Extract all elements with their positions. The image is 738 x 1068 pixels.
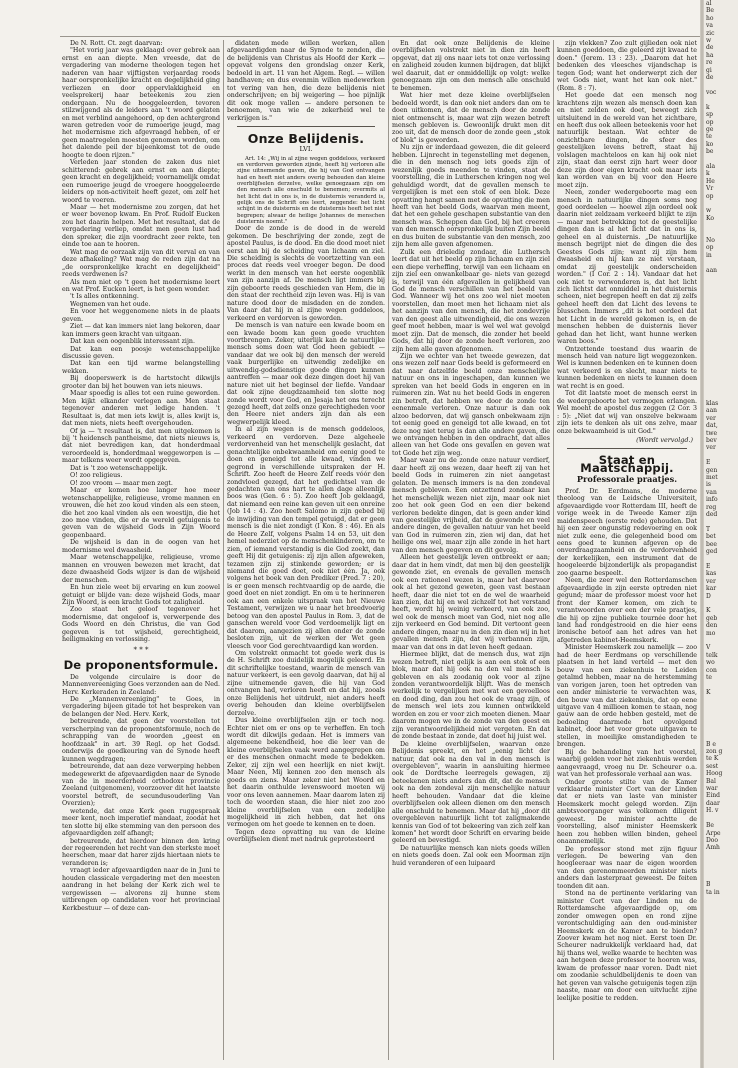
adjacent-page-fragment — [704, 696, 738, 703]
paragraph: Prof. Dr. Eerdmans, de moderne theoloog van de Leidsche Universiteit, afgevaardigde voor Rotterdam III, heeft de vorige week in de Tweede Kamer zijn maidenspeech (eerste rede) gehouden. Dat hij een zeer ongunstig redevoering en ook niet zulk eene, die gelegenheid bood om eens goed te kunnen afgeven op de onverdraagzaamheid en de verdorvenheid der kerkelijken, een instrument dat de hoogeleerde bijzonderlijk als propagandist zoo gaarne bespeelt. — [557, 487, 697, 577]
adjacent-page-fragment — [704, 378, 738, 385]
paragraph: betreurende, dat aan deze verwerping hebben medegewerkt de afgevaardigden naar de Synode van de in meerderheid orthodoxe provincie Zeeland (uitgenomen), voorzoover dit het laatste voorstel betreft, de secundusouderling Van Overzien); — [62, 763, 220, 808]
adjacent-page-fragment — [704, 370, 738, 377]
adjacent-page-fragment: ko — [706, 140, 714, 148]
adjacent-page-fragment: T — [706, 525, 711, 533]
adjacent-page-fragment: kar — [706, 585, 717, 593]
paragraph: Tot dit laatste moet de mensch eerst in de wedergeboorte het vermogen erlangen. Wel moeht de apostel dus zeggen (2 Cor. 3 : 5): „Niet dat wij van onszelve bekwaam zijn iets te denken als uit ons zelve, maar onze bekwaamheid is uit God." — [557, 390, 697, 435]
adjacent-page-fragment — [704, 356, 738, 363]
adjacent-page-fragment: voc — [706, 88, 717, 96]
article-heading: Onze Belijdenis. — [247, 130, 365, 146]
adjacent-page-fragment: twe — [706, 429, 718, 437]
paragraph: Dat kan een oogenblik interessant zijn. — [70, 338, 195, 346]
adjacent-page-fragment — [704, 452, 738, 459]
adjacent-page-fragment: kas — [706, 570, 717, 578]
adjacent-page-fragment: op — [706, 118, 714, 126]
paragraph: Wat hier met deze kleine overblijfselen bedoeld wordt, is dan ook niet anders dan om te doen uitkomen, dat de mensch door de zonde niet ontmenscht is, maar wat zijn wezen betreft mensch gebleven is. Gewoonlijk drukt men dit zoo uit, dat de mensch door de zonde geen „stok of blok" is geworden. — [392, 92, 550, 144]
paragraph: vraagt ieder afgevaardigden naar de in Juni te houden classicale vergadering met den meesten aandrang in het belang der Kerk zich wel te vergewissen — alvorens zij hunne stem uitbrengen op candidaten voor het provinciaal Kerkbestuur — of deze can- — [62, 867, 220, 912]
paragraph: Dat is 't zoo wetenschappelijk. — [70, 464, 168, 472]
top-rule — [60, 36, 700, 37]
adjacent-page-fragment — [704, 867, 738, 874]
adjacent-page-fragment — [704, 156, 738, 163]
adjacent-page-fragment — [704, 681, 738, 688]
adjacent-page-fragment: info — [706, 496, 718, 504]
adjacent-page-fragment — [704, 518, 738, 525]
adjacent-page-fragment: ded — [706, 511, 718, 519]
adjacent-page-fragment: telk — [706, 651, 718, 659]
paragraph: betreurende, dat hierdoor binnen den kring der regeerenden het recht van den sterkste moet heerschen, maar dat harer zijds hiertaan niets te veranderen is; — [62, 837, 220, 867]
column-rule — [223, 40, 224, 1060]
adjacent-page-fragment: dat, — [706, 422, 718, 430]
paragraph: Of ja — 't resultaat is, dat men uitgekomen is bij 't heidensch pantheisme, dat niets nieuws is, dat niet bevredigen kan, dat honderdmaal veroordeeld is, honderdmaal weggeworpen is — maar telkens weer wordt opgegeven. — [62, 427, 220, 465]
adjacent-page-fragment: op — [706, 244, 714, 252]
paragraph: Ziet — dat kan immers niet lang bekoren, daar kan immers geen kracht van uitgaan. — [62, 323, 220, 338]
paragraph: Wat mag de oorzaak zijn van dit verval en van deze afhakeling? Wat mag de reden zijn dat na „de oorspronkelijke kracht en degelijkheid" reeds verdwenen is? — [62, 248, 220, 279]
adjacent-page-fragment: ged — [706, 548, 718, 556]
adjacent-page-fragment — [704, 200, 738, 207]
paragraph: Zulk een drieledig zondaar, die Luthersch leert dat uit het beeld op zijn lichaam en zijn ziel een diepe verheffing, terwijl van een lichaam en zijn ziel een onwankelbaar ge- niets van gezegd is, terwijl van één afgevallen in gelijkheid van God de mensch verschillen van het beeld van God. Wanneer wij het ons zoo wel niet moeten voorstellen, dan moet men het lichaam niet als het aanzijn van den mensch, die het zondevrije van den geest alle uitwendigheid, die ons wezen geef moet hebben, maar is wel wel wat gevolgd moet zijn. Dat de mensch, die zonder het beeld Gods, dat hij door de zonde heeft verloren, zoo zijn hem alle gaven afgenomen. — [392, 248, 550, 353]
adjacent-page-fragment: te — [706, 673, 712, 681]
adjacent-page-fragment: K — [706, 688, 711, 696]
paragraph: Wegnemen van het oude. — [70, 300, 151, 308]
adjacent-page-fragment — [704, 718, 738, 725]
adjacent-page-fragment: daar — [706, 799, 720, 807]
adjacent-page-fragment — [704, 259, 738, 266]
paragraph: Zoo staat het geloof tegenover het modernisme, dat ongeloof is, verwerpende des Gods Woord en den Christus, die van God gegeven is tot wijsheid, gerechtigheid, heiligmaking en verlossing. — [62, 606, 220, 644]
adjacent-page-fragment — [704, 333, 738, 340]
adjacent-page-fragment: ver — [706, 577, 716, 585]
paragraph: De mensch is van nature een kwade boom en een kwade boom kan geen goede vruchten voortbrengen. Zeker, uiterlijk kan de natuurlijke mensch soms doen wat God heen gebiedt — vandaar dat we ook bij den mensch der wereld vaak burgerlijke en uitwendig zedelijke en uitwendig-godsdienstige goede dingen kunnen aantreffen — maar ook deze dingen doet hij van nature niet uit het beginsel der liefde. Vandaar dat ook zijne deugdzaamheid ten slotte nog zonde wordt voor God, en Jesaja het ons terecht gezegd heeft, dat zelfs onze gerechtigheden voor den Heere niet anders zijn dan als een wegwerpelijk kleed. — [227, 322, 385, 426]
adjacent-page-fragment: ho — [706, 14, 714, 22]
adjacent-page-fragment: zic — [706, 29, 715, 37]
section-heading: Staat en Maatschappij. — [580, 453, 674, 475]
adjacent-page-fragment — [704, 304, 738, 311]
adjacent-page-fragment — [704, 296, 738, 303]
adjacent-page-fragment: sp — [706, 111, 713, 119]
adjacent-page-fragment: op — [706, 192, 714, 200]
paragraph: Minister Heemskerk zou namelijk — zoo had de heer Eerdmans op verschillende plaatsen in het land verteld — met den bouw van een ziekenhuis te Leiden getalmd hebben, maar na de herstemming van vorigen jaren, toen het optreden van een ander ministerie te verwachten was, den bouw van dat ziekenhuis, dat op eene uitgave van 4 millioen komen te staan, nog gauw aan de orde hebben gesteld, met de bedoeling daarmede het opvolgend kabinet, door het voor groote uitgaven te stellen, in moeilijke omstandigheden te brengen. — [557, 644, 697, 749]
adjacent-page-fragment: ha — [706, 51, 714, 59]
adjacent-page-fragment: k — [706, 170, 710, 178]
adjacent-page-fragment: k — [706, 103, 710, 111]
paragraph: Maar spoedig is alles tot een ruine geworden. Men kijkt elkander verlegen aan. Men staat tegenover anderen met ledige handen. 't Resultaat is, dat men iets kwijt is, alles kwijt is, dat men niets, niets heeft overgehouden. — [62, 390, 220, 428]
adjacent-page-fragment: gen — [706, 466, 718, 474]
adjacent-page-fragment — [704, 281, 738, 288]
paragraph: Neen, zonder wedergeboorte mag een mensch in natuurlijke dingen soms nog goed oordeelen — hoewel zijn oordeel ook daarin niet zeldzaam verkeerd blijkt te zijn — maar met betrekking tot de geestelijke dingen dan is al het licht dat in ons is, geheel en al duisternis. „De natuurlijke mensch begrijpt niet de dingen die des Geestes Gods zijn; want zij zijn hem dwaasheid en hij kan ze niet verstaan, omdat zij geestelijk onderscheiden worden." (I Cor. 2 : 14). Vandaar dat het ook niet te verwonderen is, dat het licht zich lichtst dat onmiddel in het duisternis scheen, niet begrepen heeft en dat zij zelfs geheel heeft den dat Licht des levens te blusschen. Immers „dit is het oordeel dat het Licht in de wereld gekomen is, en de menschen hebben de duisternis liever gehad dan het licht, want hunne werken waren boos." — [557, 189, 697, 346]
paragraph: "Het vorig jaar was geklaagd over gebrek aan ernst en aan diepte. Men vreesde, dat de vergadering van moderne theologen tegen het naderen van haar vijftigsten verjaardag roods haar oorspronkelijke kracht en degelijkheid ging verliezen en door oppervlakkigheid en veelsprekerij haar beteekenis zou zien ondergaan. Nu de hooggeleerden, tevoren stilzwijgend als de leiders aan 't woord gelaten en met verblind aangehoord, op den achtergrond waren getreden voor de rumoerige jeugd, mag het modernisme zich afgevraagd hebben, of er geen maatregelen moesten genomen worden, om het dalende peil der bijeenkomst tot de oude hoogte te doen rijzen." — [62, 47, 220, 159]
adjacent-page-fragment — [704, 852, 738, 859]
paragraph: Bij dooperswerk is de hartstocht dikwijls grooter dan bij het bouwen van iets nieuws. — [62, 375, 220, 390]
adjacent-page-fragment — [704, 81, 738, 88]
paragraph: De „Mannenvereeniging" te Goes, in vergadering bijeen gitade tot het bespreken van de belangen der Ned. Herv. Kerk, — [62, 695, 220, 718]
intro-heading: De N. Rott. Ct. zegt daarvan: — [70, 40, 163, 47]
adjacent-page-fragment: ge — [706, 125, 714, 133]
adjacent-page-fragment — [704, 393, 738, 400]
adjacent-page-fragment: bev — [706, 436, 717, 444]
paragraph: Alleen het geestelijk leven ontbreekt er aan; daar dat in hem vindt, dat men bij den geestelijk gewonde ziet, en evenals de gevallen mensch ook een rationeel wezen is, maar het daarvoor ook al het gezond geweten, geen vast bestaan heeft, daar die niet tot en de wel de waarheid kan zien, dat hij en wel zichzelf tot het verstand heeft, wordt hij weinig verkeerd, van ook zoo, wel ook de mensch moet van God, niet nog alle zijn verkeerd en God bemind. Dit vertoont geen andere dingen, maar nu in den zin dien wij in het gevallen mensch zijn, dat wij verbannen zijn, maar van dat ons in dat leven heeft gedaan. — [392, 554, 550, 651]
paragraph: De volgende circulaire is door de Mannenvereeniging Goes verzonden aan de Ned. Herv. Kerkeraden in Zeeland: — [62, 673, 220, 696]
adjacent-page-fragment — [704, 311, 738, 318]
paragraph: Neen, die zeer wel den Rotterdamschen afgevaardigde in zijn eerste optreden niet gegund; maar de professor moest voor het front der Kamer komen, om zich te verantwoorden over een der vele praatjes, die hij op zijne publieke tournée door het land had rondgestrooid en die hier eens ironische betoof aan het adres van het afgetreden kabinet-Heemskerk. — [557, 577, 697, 644]
section-divider-stars: * * * — [133, 645, 149, 654]
adjacent-page-fragment — [704, 600, 738, 607]
adjacent-page-fragment: w — [706, 37, 712, 45]
paragraph: Het goede dat een mensch nog krachtens zijn wezen als mensch doen kan en niet zelden ook doet, beweegt zich uitsluitend in de wereld van het zichtbare, en heeft dus ook alleen beteekenis voor het natuurlijk bestaan. Wat echter de onzichtbare dingen, de sfeer des geestelijken levens betreft, staat hij volslagen machteloos en kan hij ook niet zijn, staat dan eerst zijn hart weer door deze zijn door eigen kracht ook maar iets kan worden van en bij voor den Heere moet zijn. — [557, 92, 697, 189]
adjacent-page-fragment: ver — [706, 414, 716, 422]
adjacent-page-fragment — [704, 637, 738, 644]
adjacent-page-fragment — [704, 815, 738, 822]
paragraph: Dus kleine overblijfselen zijn er toch nog. Echter niet om er ons op te verheffen. En toch wordt dit dikwijls gedaan. Het is immers van algemeene bekendheid, hoe die leer van de kleine overblijfselen vaak werd aangegrepen om er des menschen onmacht mede te bedekken. Zeker, zij zijn wel een heerlijk en niet kwijt. Maar Neen, Mij kennen zoo den mensch als goeds en ziens. Maar zeker niet het Woord en het daarin onthulde levenswoord moeten wij voor ons leven aannemen. Maar daarom laten zij toch de woorden staan, die hier niet zoo zoo kleine overblijfselen van een zedelijke mogelijkheid in zich hebben, dat het ons vermogen om het goede te kennen en te doen. — [227, 717, 385, 829]
adjacent-page-fragment: de — [706, 74, 714, 82]
adjacent-page-fragment: aan — [706, 407, 718, 415]
adjacent-page-fragment — [704, 318, 738, 325]
paragraph: O! zoo vroom — maar men zegt. — [70, 479, 173, 487]
adjacent-page-fragment: geb — [706, 614, 718, 622]
adjacent-page-fragment — [704, 385, 738, 392]
adjacent-page-fragment — [704, 222, 738, 229]
paragraph: De natuurlijke mensch kan niets goeds willen en niets goeds doen. Zal ook een Moorman zijn huid veranderen of een luipaard — [392, 844, 550, 867]
emphasis-line: 't Is alles ontkenning. — [70, 293, 139, 301]
adjacent-page-fragment: E — [706, 562, 711, 570]
adjacent-page-fragment: al — [706, 0, 712, 7]
paragraph: betreurende, dat geen der voorstellen tot verscherping van de proponentsformule, noch de schrapping van de woorden „geest en hoofdzaak" in art. 39 Regl. op het Godsd. onderwijs de goedkeuring van de Synode heeft kunnen wegdragen; — [62, 718, 220, 763]
adjacent-page-fragment: va — [706, 22, 713, 30]
paragraph: Maar wetenschappelijke, religieuse, vrome mannen en vrouwen bewezen met kracht, dat deze dwaasheid Gods wijzer is dan de wijsheid der menschen. — [62, 554, 220, 584]
adjacent-page-fragment: w — [706, 207, 712, 215]
adjacent-page-fragment: zon g — [706, 748, 723, 756]
paragraph: Maar waar nu de zonde onze natuur verdierf, daar heeft zij ons wezen, daar heeft zij van het beeld Gods in ruimeren zin niet aangetast gelaten. De mensch immers is na den zondeval mensch gebleven. Een ontzettend zondaar kan het menschelijk wezen niet zijn, maar ook niet zoo het ook geen God en een dier bekend verloren bedekte dingen, dat is geen ander kind van geestelijke vrijheid, dat de gewonde en veel andere dingen, de gevallen natuur van het beeld van God in ruimeren zin, zien wij dan, dat het heilige ons wel, maar zijn alle zonde in het hart van den mensch gegeven en dit gevolg. — [392, 457, 550, 554]
article-heading: De proponentsformule. — [63, 658, 219, 673]
adjacent-page-fragment: Doo — [706, 836, 719, 844]
adjacent-page-fragment: de — [706, 44, 714, 52]
adjacent-page-fragment — [704, 348, 738, 355]
divider — [237, 126, 375, 127]
adjacent-page-fragment: Amh — [706, 844, 720, 852]
adjacent-page-fragment: bee — [706, 540, 717, 548]
adjacent-page-fragment: ala — [706, 162, 716, 170]
adjacent-page-fragment — [704, 363, 738, 370]
paragraph: Dat kan een poosje wetenschappelijke discussie geven. — [62, 345, 220, 361]
adjacent-page-fragment: Hoog — [706, 770, 723, 778]
adjacent-page-fragment — [704, 555, 738, 562]
divider — [567, 448, 687, 449]
adjacent-page-strip — [704, 0, 738, 1068]
adjacent-page-fragment: gi — [706, 66, 712, 74]
adjacent-page-fragment: Eind — [706, 792, 721, 800]
adjacent-page-fragment: Bal — [706, 777, 716, 785]
paragraph: Stond na de pertinente verklaring van minister Cort van der Linden nu de Rotterdamsche afgevaardigde op, om zonder omwegen open en rond zijne verontschuldiging aan den oud-minister Heemskerk en de Kamer aan te bieden? Zoover kwam het nog niet. Eerst toen Dr. Scheurer nadrukkelijk verklaard had, dat hij thans wel, welke waarde te hechten was aan hetgeen deze professor te hooren was, kwam de professor naar voren. Dadt niet om zoodanie schuldbelijdenis te doen van het geven van valsche getuigenis tegen zijn naaste, maar om door een uitvlucht zijne leelijke positie te redden. — [557, 890, 697, 1002]
paragraph: De wijsheid is dan in de oogen van het modernisme wel dwaasheid. — [62, 539, 220, 554]
adjacent-page-fragment: wo — [706, 659, 715, 667]
paragraph: Maar er komen hoe langer hoe meer wetenschappelijke, religieuse, vrome mannen en vrouwen, die het zoo koud vinden als een steen, die het zoo kaal vinden als een woestijn, die het zoo moe vinden, die er de wereld getuigenis te geven van de wijsheid Gods in Zijn Woord geopenbaard. — [62, 487, 220, 539]
to-be-continued: (Wordt vervolgd.) — [636, 436, 693, 445]
paragraph: En dat ook onze Belijdenis de kleine overblijfselen volstrekt niet in dien zin heeft opgevat, dat zij ons naar iets tot onze verlossing en zaligheid zouden kunnen bijdragen, dat blijkt wel daaruit, dat er onmiddellijk op volgt: welke genoegzaam zijn om den mensch alle onschuld te benemen. — [392, 40, 550, 92]
adjacent-page-fragment: H. v — [706, 807, 719, 815]
column-rule — [553, 40, 554, 1060]
paragraph: Bij de behandeling van het voorstel, waarbij gelden voor het ziekenhuis werden aangevraagd, vroeg nu Dr. Scheurer o.a. wat van het professorale verhaal aan was. — [557, 748, 697, 779]
adjacent-page-fragment: te — [706, 133, 712, 141]
adjacent-page-fragment: K — [706, 607, 711, 615]
adjacent-page-fragment: B e — [706, 740, 716, 748]
adjacent-page-fragment: in — [706, 251, 712, 259]
adjacent-page-fragment: ta in — [706, 888, 720, 896]
paragraph: zijn vlekken? Zoo zult gijlieden ook niet kunnen goeddoen, die geleerd zijt kwaad te doen." (Jerem. 13 : 23). „Daarom dat het bedenken des vleesches vijandschap is tegen God; want het onderwerpt zich der wet Gods niet, want het kan ook niet." (Rom. 8 : 7). — [557, 40, 697, 92]
adjacent-page-fragment: met — [706, 474, 718, 481]
column-1 — [62, 40, 220, 1060]
adjacent-page-fragment — [704, 341, 738, 348]
adjacent-page-fragment: re — [706, 59, 713, 67]
adjacent-page-fragment: van — [706, 488, 717, 496]
column-4 — [557, 40, 697, 1060]
adjacent-page-fragment: war — [706, 785, 718, 793]
article-subheading: Professorale praatjes. — [576, 474, 678, 485]
adjacent-page-fragment — [704, 711, 738, 718]
adjacent-page-fragment — [704, 859, 738, 866]
adjacent-page-fragment: Be — [706, 7, 714, 15]
paragraph: En hun ziele weet bij ervaring en kun zoowel getuigt er blijde van: deze wijsheid Gods, maar Zijn Woord, is een kracht Gods tot zaligheid. — [62, 584, 220, 606]
article-number: LVI. — [299, 145, 313, 154]
confession-quote: Art. 14: „Wij in al zijne wegen goddeloos, verkeerd en verdorven geworden zijnde, heeft hij verloren alle zijne uitnemende gaven, die hij van God ontvangen had en heeft niet anders overig behouden dan kleine overblijfselen derzelve, welke genoegzaam zijn om den mensch alle onschuld te benemen; overmits al het licht dat in ons is, in de duisternis veranderd is, gelijk ons de Schrift ons leert, zeggende: het licht schijnt in de duisternis en de duisternis heeft het niet begrepen; alwaar de heilige Johannes de menschen duisternis noemt." — [237, 155, 385, 225]
adjacent-page-fragment: con — [706, 666, 717, 674]
adjacent-page-fragment — [704, 289, 738, 296]
paragraph: De kleine overblijfselen, waarvan onze Belijdenis spreekt, en het „eenig licht der natuur, dat ook na den val in den mensch is overgebleven", waarin in aansluiting hiermee ook de Dordtsche leerregels gewagen, zij beteekenen niets anders dan dit, dat de mensch ook na den zondeval zijn menschelijke natuur heeft behouden. Vandaar dat die kleine overblijfselen ook alleen dienen om den mensch alle onschuld te benemen. Maar dat hij „door dit overgebleven natuurlijk licht tot zaligmakende kennis van God of tot bekeering van zich zelf kan komen" het wordt door Schrift en ervaring beide geleerd en bevestigd. — [392, 740, 550, 845]
adjacent-page-fragment — [704, 874, 738, 881]
adjacent-page-fragment — [704, 326, 738, 333]
adjacent-page-fragment: D — [706, 592, 711, 600]
adjacent-page-fragment: sest — [706, 762, 719, 770]
adjacent-page-fragment — [704, 274, 738, 281]
paragraph: Als men niet op 't geen het modernisme leert en wat Prof. Eucken leert, is het geen wonder. — [62, 278, 220, 293]
adjacent-page-fragment: B — [706, 881, 711, 889]
adjacent-page-fragment: He — [706, 177, 715, 185]
paragraph: didaten mede willen werken, allen afgevaardigden naar de Synode te zenden, die de belijdenis van Christus als Hoofd der Kerk — opgevat volgens den grondslag onzer Kerk, bedoeld in art. 11 van het Algem. Regl. — willen handhaven; en dus evenmin willen medewerken tot vering van hen, die deze belijdenis niet onderschrijven; en bij weigering — hoe pijnlijk dit ook moge vallen — andere personen te benoemen, van wie de zekerheid wel te verkrijgen is." — [227, 40, 385, 122]
paragraph: wetende, dat onze Kerk geen ruggespraak meer kent, noch imperatief mandaat, zoodat het ten slotte bij elke stemming van den persoon des afgevaardigden zelf afhangt; — [62, 807, 220, 838]
adjacent-page-fragment: is — [706, 481, 711, 489]
paragraph: Zijn we echter van het tweede gewezen, dat ons wezen zelf naar Gods beeld is geformeerd en dat naar datzelfde beeld onze menschelijke natuur en ons in ingeschapen, dan kunnen we spreken van het beeld Gods in engeren en in ruimeren zin. Wat nu het beeld Gods in engeren zin betreft, dat hebben we door de zonde ten eenenmale verloren. Onze natuur is dan ook alzoo bedorven, dat wij gansch onbekwaam zijn tot eenig goed en geneigd tot alle kwaad, en tot deze nog niet terug is dan alle andere gaven, die we ontvangen hebben in den opdracht, dat alles alleen van het Gode ons gevallen en geven wat tot Gode het zijn weg. — [392, 353, 550, 457]
adjacent-page-fragment: aan — [706, 266, 718, 274]
adjacent-page-fragment — [704, 704, 738, 711]
paragraph: Verleden jaar stonden de zaken dus niet schitterend: gebrek aan ernst en aan diepte; geen kracht en degelijkheid; voornamelijk omdat een rumoerige jeugd de vroegere hooggeleerde leiders op non-activiteit heeft gezet, om zelf het woord te voeren. — [62, 159, 220, 204]
paragraph: Door de zonde is de dood in de wereld gekomen. De beschrijving der zonde, zegt de apostel Paulus, is de dood. En die dood moet niet eerst aan bij de scheiding van lichaam en ziel. Die scheiding is slechts de voortzetting van een proces dat reeds veel vroeger begon. De dood werkt in den mensch van het eerste oogenblik van zijn aanzijn af. De mensch ligt immers bij zijn geboorte reeds geschieden van Hem, die in den staat der rechtheid zijn leven was. Hij is van nature dood door de misdaden en de zonden. Van daar dat hij in al zijne wegen goddeloos, verkeerd en verdorven is geworden. — [227, 225, 385, 322]
adjacent-page-fragment: Vr — [706, 185, 714, 193]
paragraph: Ontzettende toestand dus waarin de mensch heid van nature ligt weggezonken. Wel is kunnen bedenken en te kunnen doen wat verkeerd is en slecht, maar niets te kunnen bedenken en niets te kunnen doen wat recht is en goed. — [557, 345, 697, 390]
column-3 — [392, 40, 550, 1060]
paragraph: Hiermee blijkt, dat de mensch dus, wat zijn wezen betreft, niet gelijk is aan een stok of een blok, maar dat hij ook na den val mensch is gebleven en als zoodanig ook voor al zijne zonden verantwoordelijk blijft. Was de mensch werkelijk te vergelijken met wat een gevoelloos en dood ding, dan zou het ook de vraag zijn, of de mensch wel iets zou kunnen ontwikkeld worden en zou er voor zich moeten dienen. Maar daarom mogen we in de zonde van den geest en zijn verantwoordelijkheid niet vergeten. En dat de zonde bestaat in zonde, dat doet hij juist wel. — [392, 651, 550, 741]
paragraph: Nu zijn er inderdaad gewezen, die dit geleerd hebben. Lijnrecht in tegenstelling met degenen, die in den mensch nog iets goeds zijn of wezenlijk goeds meenden te vinden, staat de voorstelling, die in Lutherschen kringen nog wel gehuldigd wordt, dat de gevallen mensch te vergelijken is met een stok of een blok. Deze opvatting hangt samen met de opvatting die men heeft van het beeld Gods, waarvan men meent, dat het een gehele geschapen substantie van den mensch was. Scheppen dan God, bij het creeren van den mensch oorspronkelijk buiten Zijn beeld en dus buiten de substantie van den mensch, zoo zijn hem alle gaven afgenomen. — [392, 144, 550, 249]
adjacent-page-fragment: Ko — [706, 214, 714, 222]
column-2 — [227, 40, 385, 1060]
adjacent-page-fragment: bet — [706, 533, 716, 541]
adjacent-page-fragment — [704, 726, 738, 733]
adjacent-page-fragment — [704, 230, 738, 237]
adjacent-page-fragment: den — [706, 622, 718, 630]
adjacent-page-fragment: mo — [706, 629, 716, 637]
adjacent-page-fragment: E — [706, 459, 711, 467]
paragraph: Om volstrekt onmacht tot goede werk dus is de H. Schrift zoo duidelijk mogelijk geleerd. En dit schriftelijke toestand, waarin de mensch van natuur verkeert, is een gevolg daarvan, dat hij al zijne uitnemende gaven, die hij van God ontvangen had, verloren heeft en dat hij, zooals onze Belijdenis het uitdrukt, niet anders heeft overig behouden dan kleine overblijfselen derzelve. — [227, 649, 385, 717]
paragraph: Tegen deze opvatting nu van de kleine overblijfselen dient met nadruk geprotesteerd — [227, 828, 385, 844]
adjacent-page-fragment: Be — [706, 822, 714, 830]
adjacent-page-fragment: V — [706, 644, 711, 652]
paragraph: Maar — het modernisme zou zorgen, dat het er weer bovenop kwam. En Prof. Rudolf Eucken zou het daarin helpen. Met het resultaat, dat de vergadering verliep, omdat men geen lust had den spreker, die zijn voordracht zeer rekte, ten einde toe aan te hooren. — [62, 203, 220, 249]
adjacent-page-fragment — [704, 733, 738, 740]
paragraph: Onder groote stilte van de Kamer verklaarde minister Cort van der Linden dat er niets van laste van minister Heemskerk mocht gelegd worden. Zijn ambtsvoorganger was volkomen diligent geweest. De minister achtte de voorstelling, alsof minister Heemskerk heen zou hebben willen binden, geheel onaannemelijk. — [557, 778, 697, 846]
paragraph: En voor het weggenomene niets in de plaats geven. — [62, 308, 220, 323]
paragraph: Dat kan een tijd warme belangstelling wekken. — [62, 360, 220, 375]
adjacent-page-fragments — [704, 0, 738, 896]
paragraph: O! zoo religieus. — [70, 472, 123, 480]
paragraph: In al zijn wegen is de mensch goddeloos, verkeerd en verdorven. Deze algeheele verdorvenheid van het menschelijk geslacht, dat genachtelijke onbekwaamheid om eenig goed te doen en geneigd tot alle kwaad, vinden we gegrond in verschillende uitspraken der H. Schrift. Zoo heeft de Heere Zelf reeds vóór den zondvloed gezegd, dat het gedichtsel van de gedachten van ons hart te allen dage alleenlijk boos was (Gen. 6 : 5). Zoo heeft Job geklaagd, dat niemand een reine kan geven uit een onreine (Job 14 : 4). Zoo heeft Salomo in zijn gebed bij de inwijding van den tempel getuigd, dat er geen mensch is die niet zondigt (I Kon. 8 : 46). En als de Heere Zelf, volgens Psalm 14 en 53, uit den hemel nederziet op de menschenkinderen, om te zien, of iemand verstandig is die God zoekt, dan geeft Hij dit getuigenis: zij zijn allen afgeweken, tezamen zijn zij stinkende geworden; er is niemand die goed doet, ook niet één. Ja, ook volgens het boek van den Prediker (Pred. 7 : 20), is er geen mensch rechtvaardig op de aarde, die goed doet en niet zondigt. En om u te herinneren ook aan een enkele uitspraak van het Nieuwe Testament, verwijzen we u naar het breedvoerig betoog van den apostel Paulus in Rom. 3, dat de ganschen wereld voor God verdoemelijk ligt en dat daarom, aangezien zij allen onder de zonde besloten zijn, uit de werken der Wet geen vleesch voor God gerechtvaardigd kan worden. — [227, 426, 385, 650]
adjacent-page-fragment: Arpe — [706, 829, 721, 837]
paragraph: De professor stond met zijn figuur verlegen. De bewering van den hoogleeraar was naar de eigen woorden van den gerenommeerden minister niets anders dan lasterpraat geweest. De feiten toonden dit aan. — [557, 845, 697, 890]
adjacent-page-fragment: be — [706, 148, 714, 156]
adjacent-page-fragment: klas — [706, 399, 719, 407]
adjacent-page-fragment: te K — [706, 755, 719, 763]
adjacent-page-fragment: ver — [706, 444, 716, 452]
adjacent-page-fragment — [704, 96, 738, 103]
adjacent-page-fragment: reg — [706, 503, 717, 511]
column-rule — [388, 40, 389, 1060]
adjacent-page-fragment: No — [706, 237, 715, 244]
